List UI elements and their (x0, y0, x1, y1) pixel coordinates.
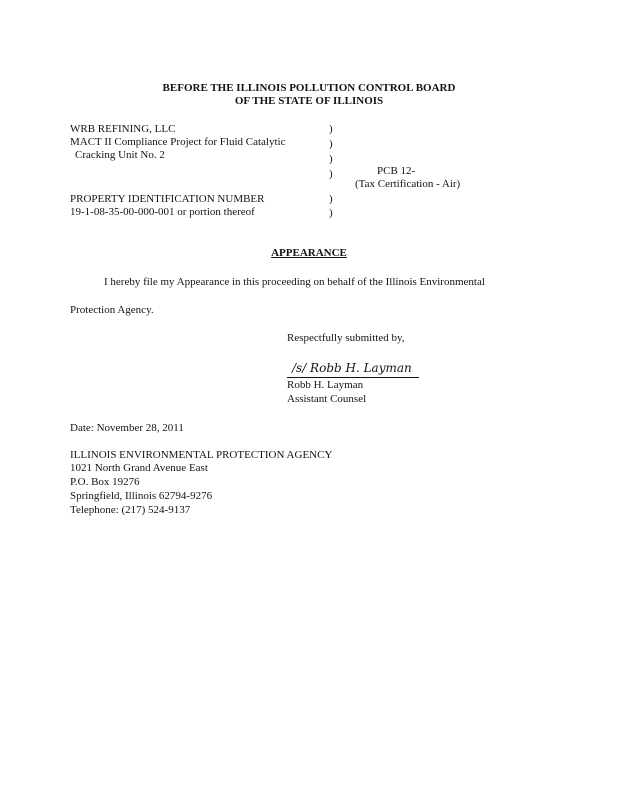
agency-telephone: Telephone: (217) 524-9137 (70, 504, 191, 516)
case-number: PCB 12- (377, 165, 416, 177)
body-line-1: I hereby file my Appearance in this proceeding on behalf of the Illinois Environmental (104, 276, 485, 288)
agency-address-street: 1021 North Grand Avenue East (70, 462, 208, 474)
caption-bracket: ) (329, 138, 333, 150)
caption-party: WRB REFINING, LLC (70, 123, 176, 135)
agency-address-city: Springfield, Illinois 62794-9276 (70, 490, 213, 502)
caption-bracket: ) (329, 193, 333, 205)
signer-name: Robb H. Layman (287, 379, 364, 391)
signer-title: Assistant Counsel (287, 393, 367, 405)
caption-project: MACT II Compliance Project for Fluid Catalytic (70, 136, 286, 148)
board-heading-line1: BEFORE THE ILLINOIS POLLUTION CONTROL BOARD (162, 82, 456, 94)
caption-bracket: ) (329, 168, 333, 180)
date-line: Date: November 28, 2011 (70, 422, 184, 434)
case-type: (Tax Certification - Air) (355, 178, 461, 190)
caption-bracket: ) (329, 123, 333, 135)
caption-bracket: ) (329, 207, 333, 219)
board-heading-line2: OF THE STATE OF ILLINOIS (234, 95, 384, 107)
signature-line (287, 377, 419, 378)
agency-name: ILLINOIS ENVIRONMENTAL PROTECTION AGENCY (70, 449, 333, 461)
body-line-2: Protection Agency. (70, 304, 154, 316)
caption-pin-number: 19-1-08-35-00-000-001 or portion thereof (70, 206, 255, 218)
document-title: APPEARANCE (271, 247, 347, 259)
caption-unit: Cracking Unit No. 2 (75, 149, 165, 161)
agency-address-pobox: P.O. Box 19276 (70, 476, 140, 488)
caption-pin-label: PROPERTY IDENTIFICATION NUMBER (70, 193, 265, 205)
signature: /s/ Robb H. Layman (292, 361, 412, 375)
caption-bracket: ) (329, 153, 333, 165)
respectfully-submitted: Respectfully submitted by, (287, 332, 405, 344)
